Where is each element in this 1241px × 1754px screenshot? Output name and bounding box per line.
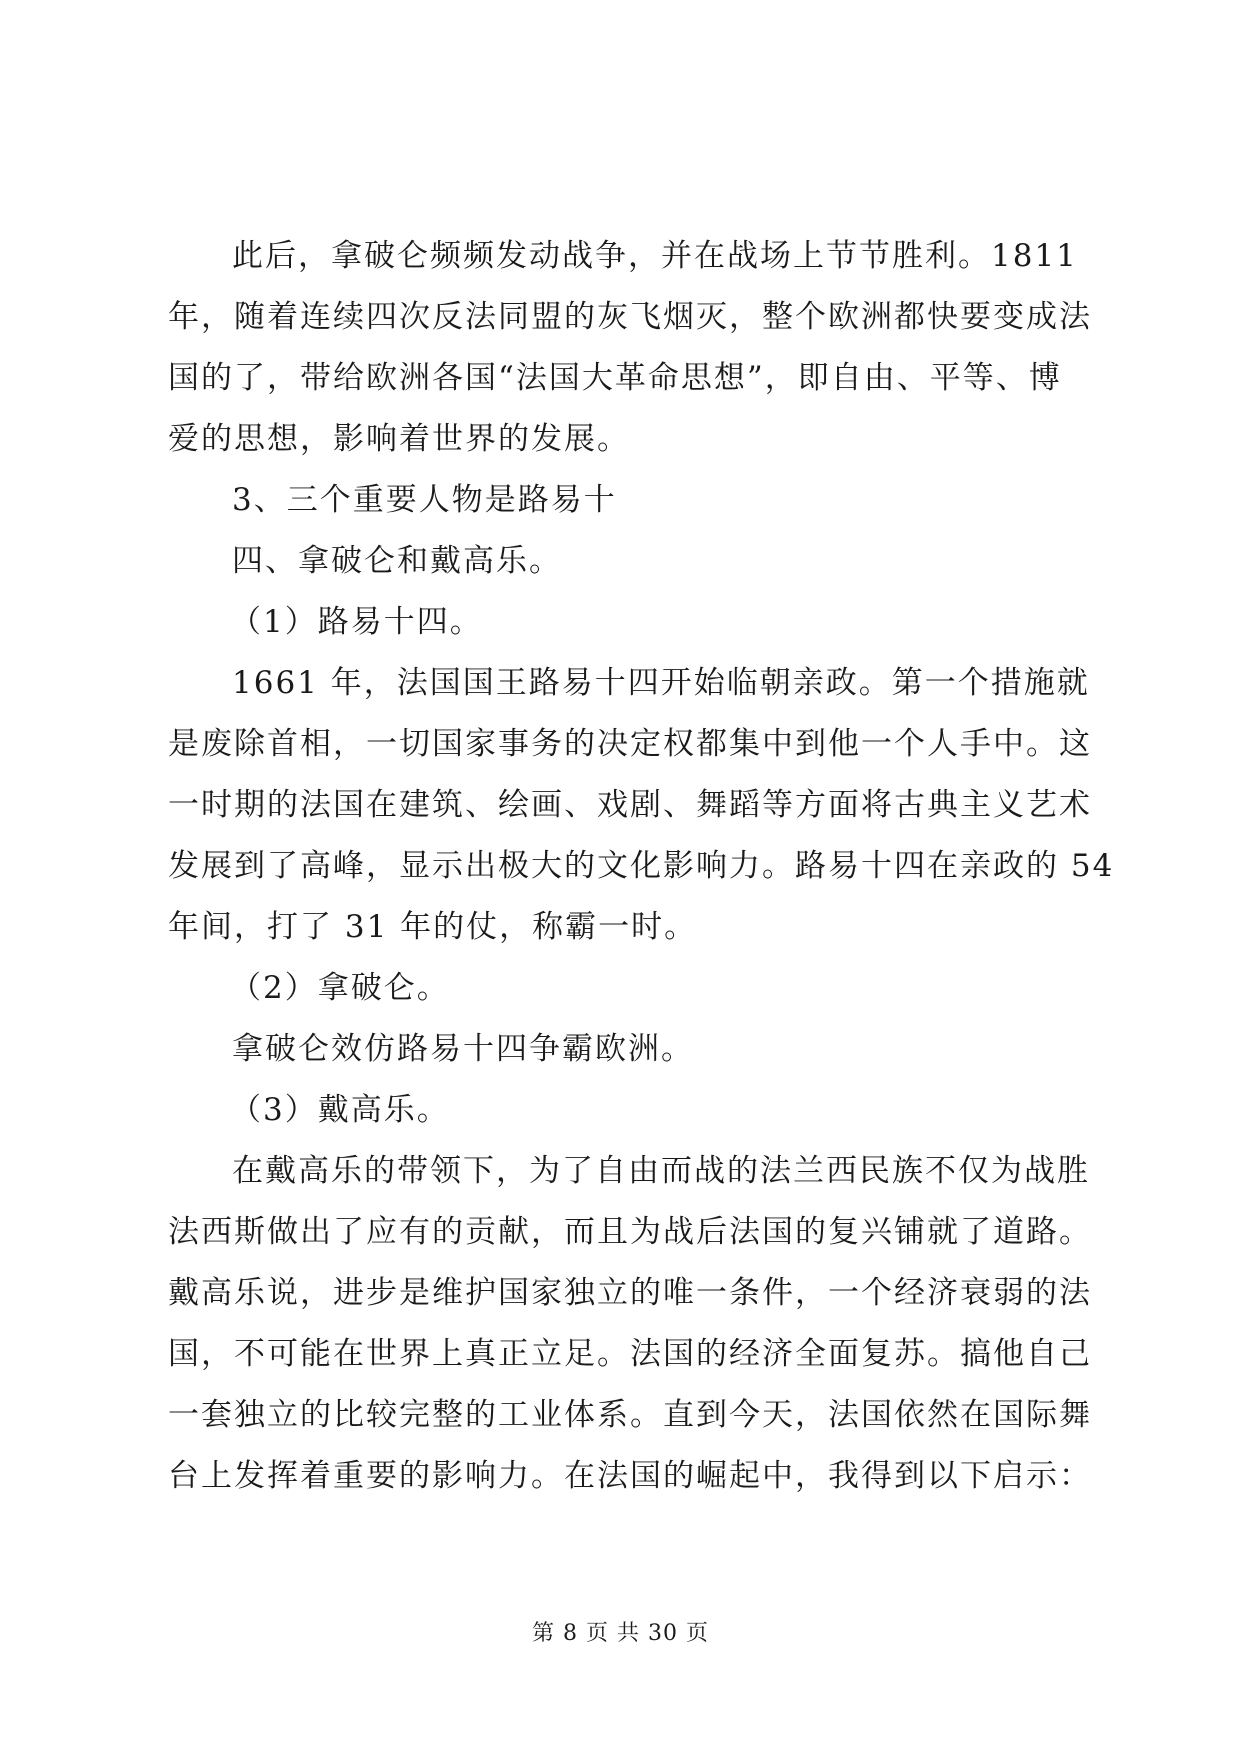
paragraph-line: 法西斯做出了应有的贡献，而且为战后法国的复兴铺就了道路。 xyxy=(168,1214,1092,1250)
paragraph-line: 戴高乐说，进步是维护国家独立的唯一条件，一个经济衰弱的法 xyxy=(168,1275,1092,1311)
heading-line: 3、三个重要人物是路易十 xyxy=(232,482,617,518)
heading-line: 四、拿破仑和戴高乐。 xyxy=(232,543,562,579)
paragraph-line: 年间，打了 31 年的仗，称霸一时。 xyxy=(168,909,698,945)
paragraph-line: 一套独立的比较完整的工业体系。直到今天，法国依然在国际舞 xyxy=(168,1397,1092,1433)
paragraph-line: 台上发挥着重要的影响力。在法国的崛起中，我得到以下启示： xyxy=(168,1458,1092,1494)
paragraph-line: 国的了，带给欧洲各国“法国大革命思想”，即自由、平等、博 xyxy=(168,360,1062,396)
paragraph-line: 国，不可能在世界上真正立足。法国的经济全面复苏。搞他自己 xyxy=(168,1336,1092,1372)
subheading-napoleon: （2）拿破仑。 xyxy=(230,970,450,1006)
paragraph-line: 一时期的法国在建筑、绘画、戏剧、舞蹈等方面将古典主义艺术 xyxy=(168,787,1092,823)
page-number-footer: 第 8 页 共 30 页 xyxy=(532,1621,709,1646)
paragraph-line: 是废除首相，一切国家事务的决定权都集中到他一个人手中。这 xyxy=(168,726,1092,762)
paragraph-line: 此后，拿破仑频频发动战争，并在战场上节节胜利。1811 xyxy=(232,238,1078,274)
paragraph-line: 拿破仑效仿路易十四争霸欧洲。 xyxy=(232,1031,694,1067)
subheading-louis-xiv: （1）路易十四。 xyxy=(230,604,483,640)
paragraph-line: 发展到了高峰，显示出极大的文化影响力。路易十四在亲政的 54 xyxy=(168,848,1115,884)
paragraph-line: 在戴高乐的带领下，为了自由而战的法兰西民族不仅为战胜 xyxy=(232,1153,1090,1189)
paragraph-line: 1661 年，法国国王路易十四开始临朝亲政。第一个措施就 xyxy=(232,665,1090,701)
document-body xyxy=(168,226,1115,1507)
subheading-de-gaulle: （3）戴高乐。 xyxy=(230,1092,450,1128)
paragraph-line: 年，随着连续四次反法同盟的灰飞烟灭，整个欧洲都快要变成法 xyxy=(168,299,1092,335)
paragraph-line: 爱的思想，影响着世界的发展。 xyxy=(168,421,630,457)
